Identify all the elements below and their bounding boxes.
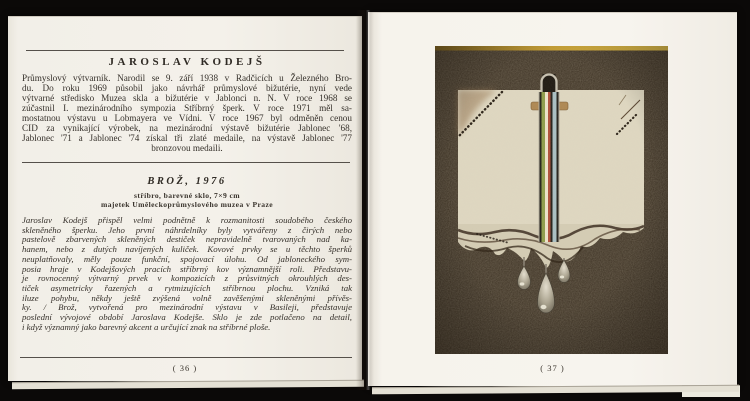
text-line: i když významný jako barevný akcent a určující znak na stříbrné ploše. (22, 321, 271, 332)
text-line: neuplatňovaly, měly pouze funkční, spojovací úlohu. Od jabloneckého sym- (22, 253, 352, 264)
artwork-caption-material: stříbro, barevné sklo, 7×9 cm (134, 191, 240, 200)
text-line: Jablonec '71 a Jablonec '74 získal tři zlaté medaile, na výstavě Jablonec '77 (22, 133, 352, 143)
brooch-artwork (435, 46, 668, 354)
page-number-right: ( 37 ) (540, 363, 565, 373)
page-number-left: ( 36 ) (172, 363, 198, 373)
text-line: CID za vynikající výrobek, na mezinárodní výstavě bižutérie Jablonec '68, (22, 123, 352, 133)
left-page-content (8, 17, 362, 381)
text-line: skleněného šperku. Jeho první náhrdelníky byly vytvářeny z čirých nebo (22, 224, 352, 235)
section-rule (22, 162, 350, 163)
text-line: zúčastnil I. mezinárodního sympozia Stříbrný šperk. V roce 1971 měl sa- (22, 103, 352, 113)
artwork-caption-title: BROŽ, 1976 (147, 176, 227, 187)
text-line: pastelově zbarvených skleněných destiček nepravidelně tvarovaných nad ka- (22, 234, 352, 245)
text-line: du. Do roku 1969 působil jako návrhář průmyslové bižutérie, nyní vede (22, 83, 352, 93)
text-line: Průmyslový výtvarník. Narodil se 9. září 1938 v Radčicích u Železného Bro- (22, 73, 352, 83)
text-line: Jaroslav Kodejš přispěl velmi podnětně k rozmanitosti soudobého českého (22, 215, 352, 225)
text-line: poslední vývojové období Jaroslava Kodejše. Sklo je zde potlačeno na detail, (22, 312, 352, 323)
artwork-caption-owner: majetek Uměleckoprůmyslového muzea v Praze (100, 200, 273, 209)
text-line: posia hraje v Kodejšových pracích stříbrný kov významnější roli. Představu- (22, 263, 352, 274)
text-line: tiček asymetricky řazených a rytmizujících stříbrnou plochu. Vzniká tak (22, 282, 352, 293)
book-page-left (8, 16, 362, 381)
essay-paragraph (22, 216, 352, 332)
text-line: hanem, nebo z dutých navíjených kuliček. Kovové prvky se u těchto šperků (22, 244, 352, 255)
header-rule (26, 50, 344, 51)
text-line: ky. / Brož, vytvořená pro mezinárodní výstavu v Basileji, představuje (22, 302, 352, 313)
text-line: výtvarné středisko Muzea skla a bižutérie v Jablonci n. N. V roce 1968 se (22, 93, 352, 103)
page-title: JAROSLAV KODEJŠ (108, 56, 266, 68)
text-line: mostatnou výstavu u Lobmayera ve Vídni. V roce 1967 byl odměněn cenou (22, 113, 352, 123)
text-line: iluze pohybu, někdy ještě zvýšená volně zavěšenými skleněnými přívěs- (22, 292, 352, 303)
footer-rule (20, 357, 352, 358)
book-page-right (368, 12, 737, 386)
text-line: je rovnocenný výtvarný prvek v kompozicích z průsvitných okrouhlých des- (22, 273, 352, 284)
brooch-photograph (435, 46, 668, 354)
biography-paragraph (22, 73, 352, 153)
photo-vignette (435, 46, 668, 354)
text-line: bronzovou medaili. (151, 143, 223, 153)
